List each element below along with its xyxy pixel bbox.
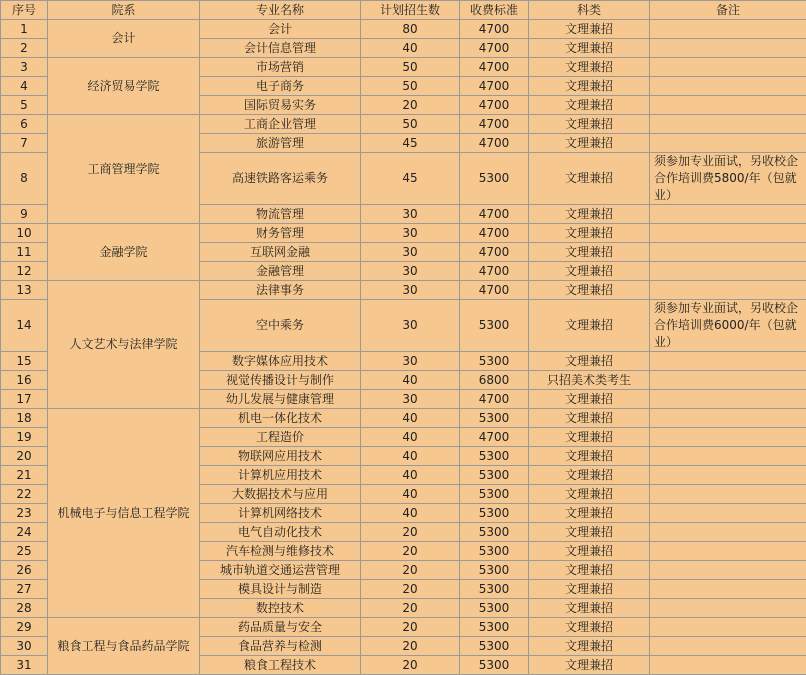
cell-note (650, 205, 806, 224)
cell-fee: 5300 (460, 352, 529, 371)
cell-major: 电气自动化技术 (200, 523, 361, 542)
cell-fee: 4700 (460, 58, 529, 77)
table-row (1, 224, 806, 243)
cell-quota: 40 (361, 371, 460, 390)
cell-no: 19 (1, 428, 48, 447)
cell-note: 须参加专业面试，另收校企合作培训费5800/年（包就业） (650, 153, 806, 205)
cell-quota: 30 (361, 243, 460, 262)
cell-note (650, 656, 806, 675)
cell-major: 药品质量与安全 (200, 618, 361, 637)
cell-note (650, 77, 806, 96)
cell-quota: 20 (361, 96, 460, 115)
table-row (1, 115, 806, 134)
cell-subject: 文理兼招 (529, 134, 650, 153)
cell-note (650, 542, 806, 561)
cell-subject: 文理兼招 (529, 243, 650, 262)
header-dept: 院系 (48, 1, 200, 20)
cell-major: 城市轨道交通运营管理 (200, 561, 361, 580)
cell-major: 机电一体化技术 (200, 409, 361, 428)
cell-no: 20 (1, 447, 48, 466)
cell-subject: 文理兼招 (529, 466, 650, 485)
cell-subject: 文理兼招 (529, 115, 650, 134)
cell-no: 21 (1, 466, 48, 485)
cell-no: 24 (1, 523, 48, 542)
cell-quota: 45 (361, 153, 460, 205)
cell-note (650, 371, 806, 390)
cell-major: 旅游管理 (200, 134, 361, 153)
cell-no: 9 (1, 205, 48, 224)
cell-major: 财务管理 (200, 224, 361, 243)
cell-no: 6 (1, 115, 48, 134)
cell-no: 26 (1, 561, 48, 580)
cell-note (650, 20, 806, 39)
cell-subject: 文理兼招 (529, 153, 650, 205)
cell-quota: 40 (361, 504, 460, 523)
cell-no: 4 (1, 77, 48, 96)
cell-note (650, 504, 806, 523)
cell-major: 大数据技术与应用 (200, 485, 361, 504)
cell-dept: 人文艺术与法律学院 (48, 281, 200, 409)
cell-quota: 45 (361, 134, 460, 153)
cell-note (650, 243, 806, 262)
cell-quota: 50 (361, 115, 460, 134)
cell-fee: 4700 (460, 39, 529, 58)
cell-quota: 30 (361, 224, 460, 243)
cell-no: 1 (1, 20, 48, 39)
cell-subject: 文理兼招 (529, 656, 650, 675)
cell-subject: 文理兼招 (529, 96, 650, 115)
cell-quota: 30 (361, 281, 460, 300)
cell-major: 会计 (200, 20, 361, 39)
cell-quota: 20 (361, 618, 460, 637)
cell-note (650, 409, 806, 428)
cell-fee: 4700 (460, 20, 529, 39)
cell-quota: 20 (361, 523, 460, 542)
cell-fee: 5300 (460, 523, 529, 542)
cell-major: 数控技术 (200, 599, 361, 618)
header-fee: 收费标准 (460, 1, 529, 20)
cell-note (650, 637, 806, 656)
cell-major: 工程造价 (200, 428, 361, 447)
cell-major: 工商企业管理 (200, 115, 361, 134)
cell-subject: 文理兼招 (529, 300, 650, 352)
cell-major: 汽车检测与维修技术 (200, 542, 361, 561)
cell-quota: 20 (361, 637, 460, 656)
cell-fee: 5300 (460, 656, 529, 675)
cell-fee: 5300 (460, 599, 529, 618)
table-row (1, 281, 806, 300)
cell-no: 27 (1, 580, 48, 599)
cell-note (650, 262, 806, 281)
cell-subject: 文理兼招 (529, 561, 650, 580)
cell-note (650, 523, 806, 542)
cell-major: 幼儿发展与健康管理 (200, 390, 361, 409)
cell-fee: 5300 (460, 485, 529, 504)
cell-quota: 30 (361, 300, 460, 352)
cell-subject: 文理兼招 (529, 409, 650, 428)
cell-quota: 80 (361, 20, 460, 39)
cell-subject: 文理兼招 (529, 618, 650, 637)
cell-note (650, 485, 806, 504)
cell-note (650, 115, 806, 134)
cell-fee: 5300 (460, 561, 529, 580)
cell-fee: 4700 (460, 96, 529, 115)
cell-major: 物联网应用技术 (200, 447, 361, 466)
cell-dept: 经济贸易学院 (48, 58, 200, 115)
cell-note (650, 281, 806, 300)
cell-dept: 机械电子与信息工程学院 (48, 409, 200, 618)
cell-no: 14 (1, 300, 48, 352)
cell-quota: 40 (361, 409, 460, 428)
cell-subject: 文理兼招 (529, 542, 650, 561)
cell-major: 市场营销 (200, 58, 361, 77)
cell-major: 计算机网络技术 (200, 504, 361, 523)
cell-quota: 40 (361, 447, 460, 466)
cell-quota: 20 (361, 561, 460, 580)
cell-note (650, 224, 806, 243)
cell-major: 视觉传播设计与制作 (200, 371, 361, 390)
header-no: 序号 (1, 1, 48, 20)
cell-no: 15 (1, 352, 48, 371)
cell-major: 互联网金融 (200, 243, 361, 262)
cell-subject: 文理兼招 (529, 39, 650, 58)
cell-major: 金融管理 (200, 262, 361, 281)
cell-subject: 文理兼招 (529, 485, 650, 504)
cell-note (650, 352, 806, 371)
cell-major: 粮食工程技术 (200, 656, 361, 675)
cell-no: 23 (1, 504, 48, 523)
header-major: 专业名称 (200, 1, 361, 20)
cell-subject: 文理兼招 (529, 428, 650, 447)
cell-subject: 文理兼招 (529, 205, 650, 224)
cell-fee: 5300 (460, 409, 529, 428)
cell-fee: 5300 (460, 580, 529, 599)
table-row (1, 20, 806, 39)
cell-no: 11 (1, 243, 48, 262)
cell-fee: 4700 (460, 243, 529, 262)
cell-fee: 5300 (460, 618, 529, 637)
cell-fee: 4700 (460, 262, 529, 281)
cell-quota: 30 (361, 390, 460, 409)
cell-quota: 20 (361, 599, 460, 618)
cell-major: 国际贸易实务 (200, 96, 361, 115)
cell-fee: 4700 (460, 115, 529, 134)
header-note: 备注 (650, 1, 806, 20)
cell-fee: 5300 (460, 153, 529, 205)
cell-no: 10 (1, 224, 48, 243)
cell-quota: 20 (361, 656, 460, 675)
cell-quota: 20 (361, 580, 460, 599)
cell-fee: 5300 (460, 637, 529, 656)
cell-note (650, 96, 806, 115)
cell-quota: 40 (361, 39, 460, 58)
table-row (1, 58, 806, 77)
cell-dept: 粮食工程与食品药品学院 (48, 618, 200, 675)
cell-subject: 只招美术类考生 (529, 371, 650, 390)
cell-major: 空中乘务 (200, 300, 361, 352)
cell-subject: 文理兼招 (529, 58, 650, 77)
cell-fee: 4700 (460, 205, 529, 224)
cell-quota: 40 (361, 485, 460, 504)
cell-fee: 5300 (460, 300, 529, 352)
cell-fee: 5300 (460, 542, 529, 561)
cell-note (650, 447, 806, 466)
cell-subject: 文理兼招 (529, 390, 650, 409)
cell-no: 31 (1, 656, 48, 675)
cell-subject: 文理兼招 (529, 447, 650, 466)
cell-note (650, 599, 806, 618)
cell-subject: 文理兼招 (529, 352, 650, 371)
cell-note (650, 580, 806, 599)
cell-note: 须参加专业面试，另收校企合作培训费6000/年（包就业） (650, 300, 806, 352)
cell-note (650, 466, 806, 485)
cell-major: 模具设计与制造 (200, 580, 361, 599)
cell-quota: 50 (361, 77, 460, 96)
cell-fee: 4700 (460, 390, 529, 409)
cell-dept: 会计 (48, 20, 200, 58)
cell-no: 5 (1, 96, 48, 115)
cell-no: 13 (1, 281, 48, 300)
cell-dept: 金融学院 (48, 224, 200, 281)
cell-note (650, 561, 806, 580)
cell-dept: 工商管理学院 (48, 115, 200, 224)
cell-no: 29 (1, 618, 48, 637)
cell-subject: 文理兼招 (529, 77, 650, 96)
cell-fee: 5300 (460, 447, 529, 466)
cell-quota: 30 (361, 262, 460, 281)
cell-quota: 20 (361, 542, 460, 561)
cell-no: 7 (1, 134, 48, 153)
cell-no: 12 (1, 262, 48, 281)
cell-major: 物流管理 (200, 205, 361, 224)
cell-major: 电子商务 (200, 77, 361, 96)
cell-note (650, 618, 806, 637)
cell-no: 8 (1, 153, 48, 205)
cell-major: 高速铁路客运乘务 (200, 153, 361, 205)
cell-subject: 文理兼招 (529, 523, 650, 542)
cell-no: 25 (1, 542, 48, 561)
cell-fee: 5300 (460, 466, 529, 485)
cell-no: 28 (1, 599, 48, 618)
cell-no: 17 (1, 390, 48, 409)
cell-no: 16 (1, 371, 48, 390)
header-row (1, 1, 806, 20)
cell-no: 3 (1, 58, 48, 77)
cell-subject: 文理兼招 (529, 262, 650, 281)
cell-no: 2 (1, 39, 48, 58)
cell-major: 食品营养与检测 (200, 637, 361, 656)
cell-quota: 40 (361, 466, 460, 485)
cell-note (650, 428, 806, 447)
table-row (1, 618, 806, 637)
cell-note (650, 58, 806, 77)
header-quota: 计划招生数 (361, 1, 460, 20)
cell-major: 会计信息管理 (200, 39, 361, 58)
table-row (1, 409, 806, 428)
cell-quota: 30 (361, 205, 460, 224)
cell-major: 计算机应用技术 (200, 466, 361, 485)
table-body (1, 20, 806, 675)
cell-subject: 文理兼招 (529, 599, 650, 618)
cell-subject: 文理兼招 (529, 580, 650, 599)
cell-quota: 30 (361, 352, 460, 371)
cell-no: 22 (1, 485, 48, 504)
header-subject: 科类 (529, 1, 650, 20)
cell-subject: 文理兼招 (529, 224, 650, 243)
cell-fee: 4700 (460, 224, 529, 243)
cell-fee: 4700 (460, 428, 529, 447)
cell-major: 数字媒体应用技术 (200, 352, 361, 371)
cell-subject: 文理兼招 (529, 637, 650, 656)
cell-fee: 6800 (460, 371, 529, 390)
cell-fee: 4700 (460, 77, 529, 96)
cell-major: 法律事务 (200, 281, 361, 300)
cell-fee: 5300 (460, 504, 529, 523)
cell-subject: 文理兼招 (529, 281, 650, 300)
cell-subject: 文理兼招 (529, 504, 650, 523)
cell-subject: 文理兼招 (529, 20, 650, 39)
cell-quota: 40 (361, 428, 460, 447)
cell-note (650, 134, 806, 153)
cell-fee: 4700 (460, 281, 529, 300)
cell-note (650, 390, 806, 409)
cell-no: 30 (1, 637, 48, 656)
cell-fee: 4700 (460, 134, 529, 153)
cell-no: 18 (1, 409, 48, 428)
cell-quota: 50 (361, 58, 460, 77)
cell-note (650, 39, 806, 58)
